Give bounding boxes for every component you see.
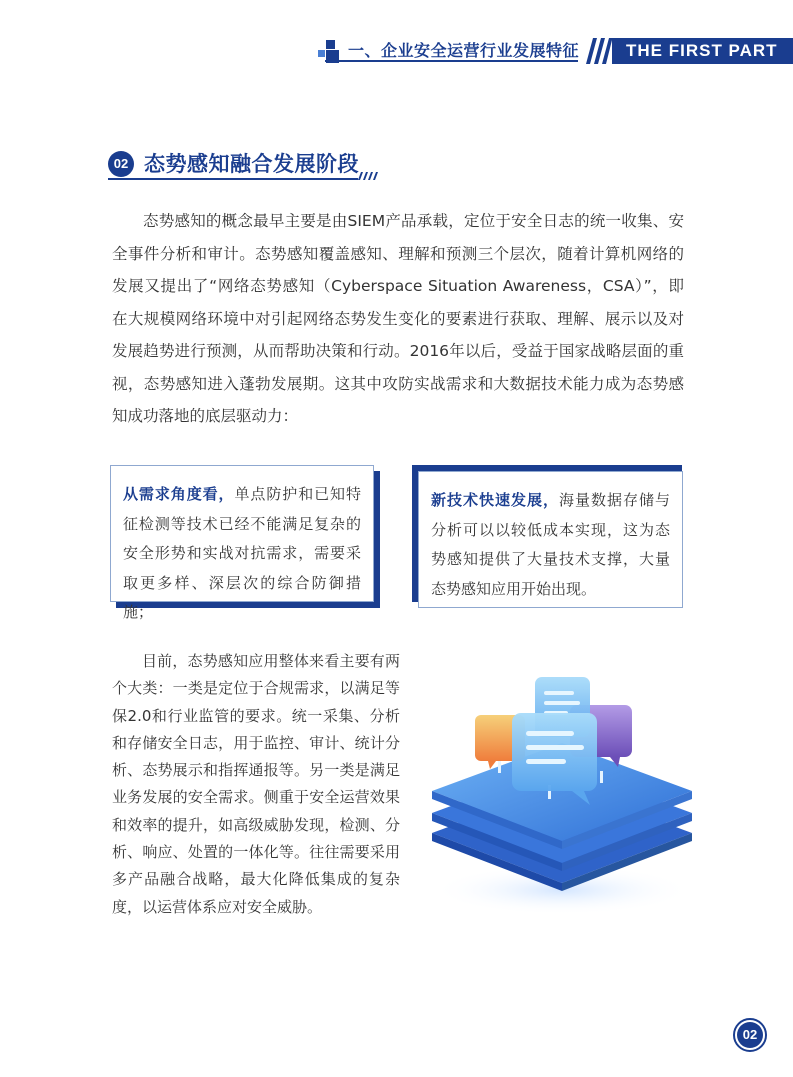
intro-paragraph: 态势感知的概念最早主要是由SIEM产品承载，定位于安全日志的统一收集、安全事件分析和审计。态势感知覆盖感知、理解和预测三个层次，随着计算机网络的发展又提出了“网络态势感知（Cyberspace Situation Awareness，CSA）”，即在大规模网络环境中对引起网络态势发生变化的要素进行获取、理解、展示以及对发展趋势进行预测，从而帮助决策和行动。2016年以后，受益于国家战略层面的重视，态势感知进入蓬勃发展期。这其中攻防实战需求和大数据技术能力成为态势感知成功落地的底层驱动力： — [112, 212, 684, 425]
dash-stripes-icon — [358, 170, 378, 180]
section-number-badge: 02 — [108, 151, 134, 177]
chapter-title: 一、企业安全运营行业发展特征 — [348, 41, 580, 60]
lower-paragraph: 目前，态势感知应用整体来看主要有两个大类：一类是定位于合规需求，以满足等保2.0和行业监管的要求。统一采集、分析和存储安全日志，用于监控、审计、统计分析、态势展示和指挥通报等。另一类是满足业务发展的安全需求。侧重于安全运营效果和效率的提升，如高级威胁发现，检测、分析、响应、处置的一体化等。往往需要采用多产品融合战略，最大化降低集成的复杂度，以运营体系应对安全威胁。 — [112, 652, 400, 916]
demand-perspective-box — [110, 465, 374, 621]
new-tech-text: 海量数据存储与分析可以以较低成本实现，这为态势感知提供了大量技术支撑，大量态势感知应用开始出现。 — [431, 491, 670, 598]
section-title: 态势感知融合发展阶段 — [144, 152, 359, 176]
slash-stripes-icon — [578, 38, 612, 64]
demand-perspective-text: 单点防护和已知特征检测等技术已经不能满足复杂的安全形势和实战对抗需求，需要采取更多样、深层次的综合防御措施； — [123, 485, 361, 621]
new-tech-box — [418, 471, 683, 608]
blue-squares-icon — [318, 40, 344, 66]
demand-perspective-highlight: 从需求角度看， — [123, 485, 235, 503]
part-tag: THE FIRST PART — [612, 38, 793, 64]
section-underline — [108, 178, 358, 180]
new-tech-highlight: 新技术快速发展， — [431, 491, 559, 509]
page-number: 02 — [737, 1022, 763, 1048]
stacked-layers-chat-bubbles-illustration — [420, 665, 705, 915]
